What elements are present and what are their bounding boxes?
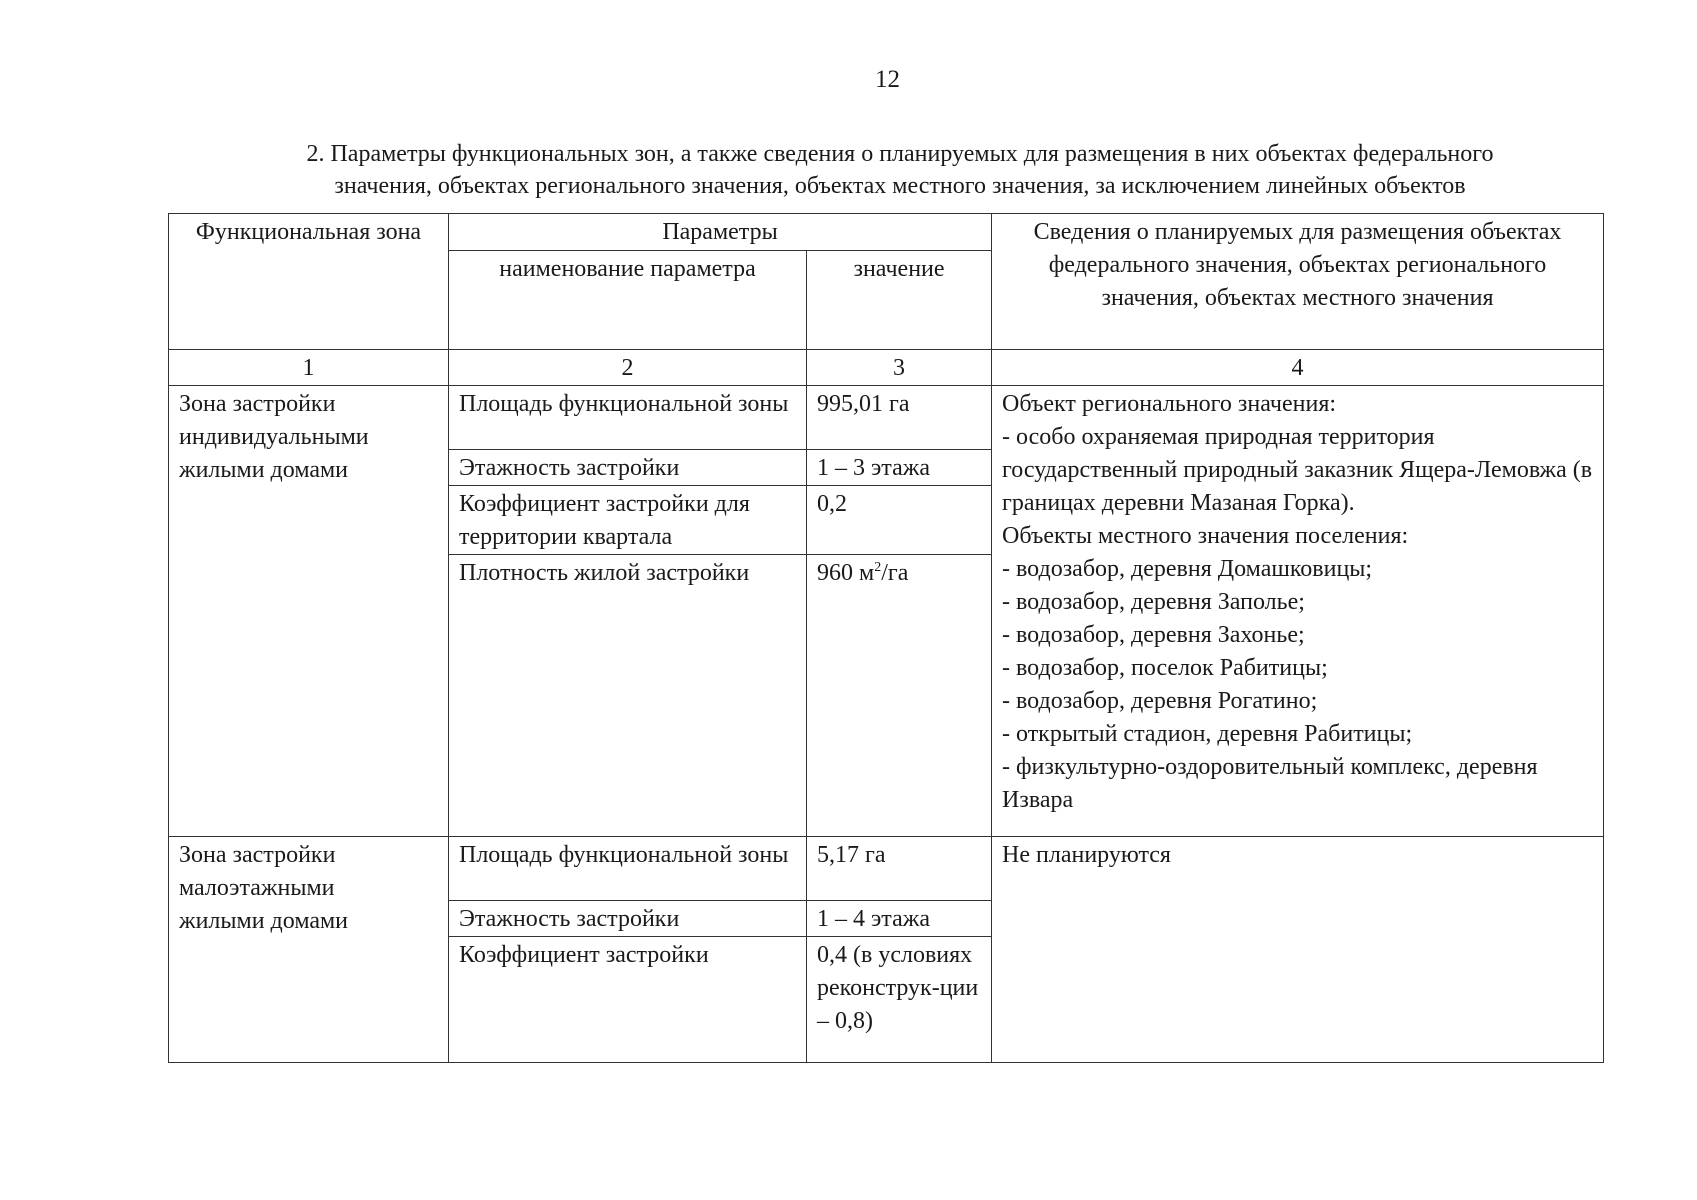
col-number-3: 3: [807, 350, 992, 386]
functional-zones-table: [168, 213, 1604, 1063]
col-number-2: 2: [449, 350, 807, 386]
planned-objects: Не планируются: [992, 837, 1604, 1063]
table-row: [169, 837, 1604, 901]
param-name: Площадь функциональной зоны: [449, 386, 807, 450]
page-number: 12: [875, 66, 900, 93]
zone-name: Зона застройки малоэтажными жилыми домами: [169, 837, 449, 1063]
col-number-4: 4: [992, 350, 1604, 386]
header-zone: Функциональная зона: [169, 214, 449, 350]
param-value: 0,2: [807, 486, 992, 555]
heading-line-2: значения, объектах регионального значения, объектах местного значения, за исключением линейных объектов: [334, 173, 1466, 199]
density-value: 960 м: [817, 560, 875, 586]
table-row: [169, 386, 1604, 450]
param-name: Площадь функциональной зоны: [449, 837, 807, 901]
header-params: Параметры: [449, 214, 992, 251]
param-name: Коэффициент застройки для территории квартала: [449, 486, 807, 555]
header-param-value: значение: [807, 251, 992, 350]
zone-name: Зона застройки индивидуальными жилыми домами: [169, 386, 449, 837]
param-name: Этажность застройки: [449, 901, 807, 937]
density-unit: /га: [881, 560, 909, 586]
density-superscript: 2: [874, 560, 882, 575]
planned-objects: Объект регионального значения: - особо охраняемая природная территория государственный природный заказник Ящера-Лемовжа (в границах деревни Мазаная Горка). Объекты местного значения поселения: - водозабор, деревня Домашковицы; - водозабор, деревня Заполье; - водозабор, деревня Захонье; - водозабор, поселок Рабитицы; - водозабор, деревня Рогатино; - открытый стадион, деревня Рабитицы; - физкультурно-оздоровительный комплекс, деревня Извара: [992, 386, 1604, 837]
param-value: 1 – 4 этажа: [807, 901, 992, 937]
col-number-1: 1: [169, 350, 449, 386]
param-value: 5,17 га: [807, 837, 992, 901]
heading-line-1: 2. Параметры функциональных зон, а также сведения о планируемых для размещения в них объектах федерального: [306, 141, 1494, 167]
param-value: 995,01 га: [807, 386, 992, 450]
param-value: 1 – 3 этажа: [807, 450, 992, 486]
header-param-name: наименование параметра: [449, 251, 807, 350]
param-name: Коэффициент застройки: [449, 937, 807, 1063]
param-value: 0,4 (в условиях реконструк-ции – 0,8): [807, 937, 992, 1063]
param-name: Этажность застройки: [449, 450, 807, 486]
column-numbers-row: [169, 350, 1604, 386]
param-value: [807, 555, 992, 837]
param-name: Плотность жилой застройки: [449, 555, 807, 837]
table-heading: [185, 138, 1615, 202]
header-objects: Сведения о планируемых для размещения объектах федерального значения, объектах регионального значения, объектах местного значения: [992, 214, 1604, 350]
